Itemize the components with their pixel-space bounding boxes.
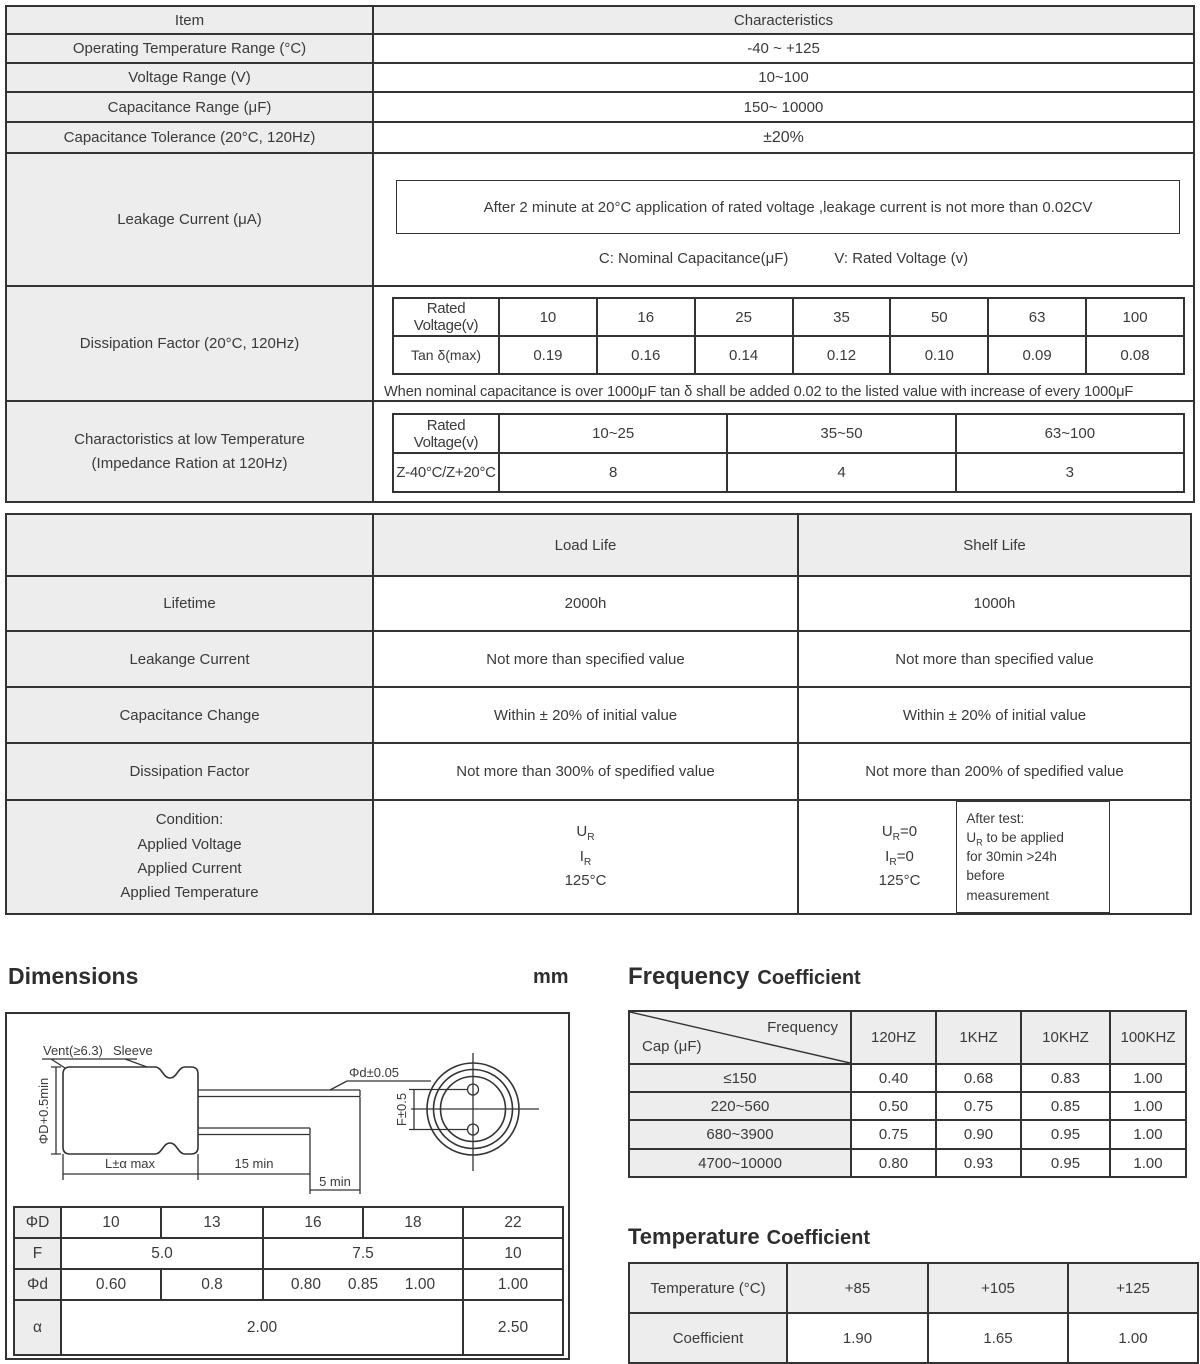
condition-label-line: Condition: [155, 811, 224, 829]
spec-header-characteristics: Characteristics [373, 6, 1194, 34]
spec-row-value-capacitance-range: 150~ 10000 [373, 92, 1194, 122]
capacitor-drawing [7, 1014, 568, 1204]
frequency-value: 0.50 [851, 1092, 936, 1120]
dissipation-voltage: 50 [890, 298, 988, 336]
dissipation-voltage: 16 [597, 298, 695, 336]
dim-lead-diameter-value: 0.60 [61, 1269, 161, 1300]
dissipation-inner-table [392, 297, 1185, 375]
dissipation-tan-value: 0.08 [1086, 336, 1184, 374]
dissipation-tan-value: 0.14 [695, 336, 793, 374]
vent-label: Vent(≥6.3) [43, 1043, 103, 1058]
bottom-dim-lines [63, 1097, 360, 1194]
frequency-value: 0.40 [851, 1064, 936, 1092]
condition-label-line: Applied Temperature [120, 884, 259, 902]
tip-length-label: 5 min [319, 1174, 351, 1189]
dissipation-voltage: 10 [499, 298, 597, 336]
frequency-table [628, 1010, 1187, 1178]
temperature-row-label: Temperature (°C) [629, 1263, 787, 1313]
dim-lead-diameter-value: 0.85 [347, 1275, 379, 1293]
low-temp-impedance-value: 8 [499, 453, 727, 492]
dimension-table [13, 1206, 564, 1356]
cap-corner-label: Cap (μF) [642, 1038, 702, 1055]
dim-row-label-diameter: ΦD [14, 1207, 61, 1238]
life-row-label-dissipation: Dissipation Factor [6, 743, 373, 800]
frequency-column-header: 1KHZ [936, 1011, 1021, 1064]
frequency-value: 0.75 [936, 1092, 1021, 1120]
dim-lead-diameter-value: 0.80 [290, 1275, 322, 1293]
temperature-value-header: +125 [1068, 1263, 1198, 1313]
spec-row-label-leakage-current: Leakage Current (μA) [6, 153, 373, 286]
temperature-value-header: +105 [928, 1263, 1068, 1313]
dim-lead-diameter-value: 1.00 [463, 1269, 563, 1300]
dimensions-box [5, 1012, 570, 1360]
dissipation-tan-value: 0.12 [793, 336, 891, 374]
temperature-table [628, 1262, 1199, 1364]
frequency-column-header: 10KHZ [1021, 1011, 1110, 1064]
low-temp-range: 35~50 [727, 414, 955, 453]
frequency-value: 1.00 [1110, 1120, 1186, 1149]
frequency-value: 0.93 [936, 1149, 1021, 1177]
coefficient-value: 1.00 [1068, 1313, 1198, 1363]
temperature-value-header: +85 [787, 1263, 928, 1313]
leakage-boxed-text: After 2 minute at 20°C application of rated voltage ,leakage current is not more than 0.02CV [483, 198, 1093, 216]
spec-row-label-operating-temp: Operating Temperature Range (°C) [6, 34, 373, 63]
dissipation-tan-value: 0.19 [499, 336, 597, 374]
low-temp-impedance-value: 4 [727, 453, 955, 492]
frequency-value: 0.68 [936, 1064, 1021, 1092]
life-lifetime-shelf: 1000h [798, 576, 1191, 631]
body-length-label: L±α max [104, 1156, 156, 1171]
condition-shelf-line: $U_R=0$ [881, 823, 918, 844]
dim-diameter-value: 10 [61, 1207, 161, 1238]
low-temp-characteristics-cell [373, 401, 1194, 502]
dissipation-voltage: 100 [1086, 298, 1184, 336]
table-row [6, 800, 1191, 914]
low-temp-range: 10~25 [499, 414, 727, 453]
low-temp-range: 63~100 [956, 414, 1184, 453]
after-test-line: measurement [966, 887, 1049, 903]
body-diameter-label: ΦD+0.5min [36, 1077, 51, 1145]
table-row [6, 576, 1191, 631]
temperature-coefficient-title [628, 1224, 870, 1250]
dim-diameter-value: 22 [463, 1207, 563, 1238]
dimensions-unit [533, 966, 569, 989]
dim-pitch-value: 7.5 [263, 1238, 463, 1269]
table-row [629, 1149, 1186, 1177]
condition-label-line: Applied Current [137, 859, 242, 877]
low-temp-voltage-header: Rated Voltage(v) [393, 414, 499, 453]
low-temp-label-line2: (Impedance Ration at 120Hz) [91, 454, 288, 472]
condition-load-line: $I_R$ [579, 847, 592, 868]
spec-row-value-operating-temp: -40 ~ +125 [373, 34, 1194, 63]
frequency-coefficient-title [628, 963, 861, 991]
leakage-legend-c: C: Nominal Capacitance(μF) [598, 250, 789, 267]
lead-top [198, 1090, 360, 1097]
life-row-label-leakage: Leakange Current [6, 631, 373, 687]
dissipation-tan-value: 0.10 [890, 336, 988, 374]
spec-header-item: Item [6, 6, 373, 34]
table-row [6, 34, 1194, 63]
sleeve-leader-line [125, 1059, 147, 1067]
condition-shelf-line: 125°C [878, 872, 921, 890]
lead-diameter-label: Φd±0.05 [349, 1065, 400, 1080]
dissipation-tan-value: 0.16 [597, 336, 695, 374]
condition-shelf-cell [798, 800, 1191, 914]
temperature-title-main: Temperature [628, 1224, 760, 1249]
coefficient-value: 1.90 [787, 1313, 928, 1363]
dim-row-label-alpha: α [14, 1300, 61, 1355]
after-test-box [956, 801, 1110, 913]
life-leakage-load: Not more than specified value [373, 631, 798, 687]
dim-diameter-value: 18 [363, 1207, 463, 1238]
coefficient-value: 1.65 [928, 1313, 1068, 1363]
frequency-value: 1.00 [1110, 1092, 1186, 1120]
condition-shelf-line: $I_R=0$ [885, 847, 914, 868]
spec-row-value-capacitance-tolerance: ±20% [373, 122, 1194, 153]
dim-lead-diameter-value: 1.00 [404, 1275, 436, 1293]
life-row-label-condition [6, 800, 373, 914]
dissipation-voltage: 25 [695, 298, 793, 336]
dim-row-label-pitch: F [14, 1238, 61, 1269]
frequency-cap-range: 220~560 [629, 1092, 851, 1120]
condition-load-line: $U_R$ [576, 823, 595, 844]
frequency-value: 1.00 [1110, 1149, 1186, 1177]
after-test-line: $U_R$ to be applied [966, 830, 1064, 848]
lead-length-label: 15 min [234, 1156, 274, 1171]
capacitor-body-outline [63, 1067, 198, 1154]
frequency-cap-range: 680~3900 [629, 1120, 851, 1149]
dim-diameter-value: 13 [161, 1207, 263, 1238]
low-temp-inner-table [392, 413, 1185, 493]
frequency-value: 0.95 [1021, 1120, 1110, 1149]
table-row [629, 1092, 1186, 1120]
table-row [6, 286, 1194, 401]
frequency-value: 0.90 [936, 1120, 1021, 1149]
spec-row-label-voltage-range: Voltage Range (V) [6, 63, 373, 92]
lead-bottom [198, 1128, 310, 1135]
frequency-corner-label: Frequency [767, 1019, 838, 1036]
table-row [6, 743, 1191, 800]
low-temp-label-line1: Charactoristics at low Temperature [74, 430, 305, 448]
table-row [629, 1064, 1186, 1092]
frequency-column-header: 120HZ [851, 1011, 936, 1064]
condition-load-line: 125°C [564, 872, 607, 890]
pitch-label: F±0.5 [394, 1092, 409, 1127]
dim-lead-diameter-value: 0.8 [161, 1269, 263, 1300]
table-row [6, 122, 1194, 153]
spec-row-value-voltage-range: 10~100 [373, 63, 1194, 92]
table-row [6, 401, 1194, 502]
coefficient-row-label: Coefficient [629, 1313, 787, 1363]
life-leakage-shelf: Not more than specified value [798, 631, 1191, 687]
frequency-value: 1.00 [1110, 1064, 1186, 1092]
life-dissipation-load: Not more than 300% of spedified value [373, 743, 798, 800]
spec-row-label-low-temp [6, 401, 373, 502]
life-capchange-shelf: Within ± 20% of initial value [798, 687, 1191, 743]
body-diameter-dim-line [51, 1067, 61, 1154]
sleeve-label: Sleeve [113, 1043, 153, 1058]
dissipation-note: When nominal capacitance is over 1000μF tan δ shall be added 0.02 to the listed value with increase of every 1000μF [384, 384, 1134, 400]
spec-row-label-capacitance-range: Capacitance Range (μF) [6, 92, 373, 122]
frequency-title-sub: Coefficient [757, 967, 861, 989]
leakage-legend-v: V: Rated Voltage (v) [834, 250, 969, 267]
life-capchange-load: Within ± 20% of initial value [373, 687, 798, 743]
table-row [6, 63, 1194, 92]
dissipation-voltage: 35 [793, 298, 891, 336]
leakage-note-box [396, 180, 1180, 234]
dimensions-title-text: Dimensions [8, 963, 139, 989]
after-test-line: for 30min >24h [966, 849, 1057, 865]
spec-table [5, 5, 1195, 503]
frequency-cap-range: 4700~10000 [629, 1149, 851, 1177]
dissipation-tan-label: Tan δ(max) [393, 336, 499, 374]
after-test-line: After test: [966, 811, 1025, 826]
frequency-title-main: Frequency [628, 963, 750, 990]
dim-row-label-lead-diameter: Φd [14, 1269, 61, 1300]
dim-lead-diameter-merged-cell [263, 1269, 463, 1300]
temperature-title-sub: Coefficient [766, 1227, 870, 1249]
dim-alpha-value: 2.00 [61, 1300, 463, 1355]
life-table [5, 513, 1192, 915]
frequency-value: 0.80 [851, 1149, 936, 1177]
life-header-load-life: Load Life [373, 514, 798, 576]
dissipation-voltage-header: Rated Voltage(v) [393, 298, 499, 336]
life-row-label-capacitance-change: Capacitance Change [6, 687, 373, 743]
dim-pitch-value: 5.0 [61, 1238, 263, 1269]
dissipation-characteristics-cell [373, 286, 1194, 401]
life-row-label-lifetime: Lifetime [6, 576, 373, 631]
frequency-cap-range: ≤150 [629, 1064, 851, 1092]
frequency-column-header: 100KHZ [1110, 1011, 1186, 1064]
end-view-crosshair [411, 1053, 539, 1171]
life-dissipation-shelf: Not more than 200% of spedified value [798, 743, 1191, 800]
frequency-value: 0.75 [851, 1120, 936, 1149]
table-row [6, 687, 1191, 743]
dimensions-unit-text: mm [533, 966, 569, 988]
condition-load-cell [373, 800, 798, 914]
low-temp-impedance-label: Z-40°C/Z+20°C [393, 453, 499, 492]
life-header-empty [6, 514, 373, 576]
table-row [6, 153, 1194, 286]
life-header-shelf-life: Shelf Life [798, 514, 1191, 576]
table-row [629, 1120, 1186, 1149]
life-lifetime-load: 2000h [373, 576, 798, 631]
dim-pitch-value: 10 [463, 1238, 563, 1269]
dim-alpha-value: 2.50 [463, 1300, 563, 1355]
spec-row-label-dissipation-factor: Dissipation Factor (20°C, 120Hz) [6, 286, 373, 401]
spec-row-label-capacitance-tolerance: Capacitance Tolerance (20°C, 120Hz) [6, 122, 373, 153]
dissipation-tan-value: 0.09 [988, 336, 1086, 374]
lead-diameter-leader-line [330, 1081, 431, 1090]
leakage-legend [374, 250, 1193, 267]
dim-diameter-value: 16 [263, 1207, 363, 1238]
table-row [6, 631, 1191, 687]
frequency-value: 0.95 [1021, 1149, 1110, 1177]
dimensions-title [8, 963, 138, 990]
frequency-value: 0.83 [1021, 1064, 1110, 1092]
low-temp-impedance-value: 3 [956, 453, 1184, 492]
leakage-characteristics-cell [373, 153, 1194, 286]
frequency-diagonal-header-cell [629, 1011, 851, 1064]
condition-shelf-lines [879, 820, 921, 893]
table-row [6, 92, 1194, 122]
dissipation-voltage: 63 [988, 298, 1086, 336]
condition-label-line: Applied Voltage [137, 835, 242, 853]
frequency-value: 0.85 [1021, 1092, 1110, 1120]
after-test-line: before [966, 868, 1005, 884]
